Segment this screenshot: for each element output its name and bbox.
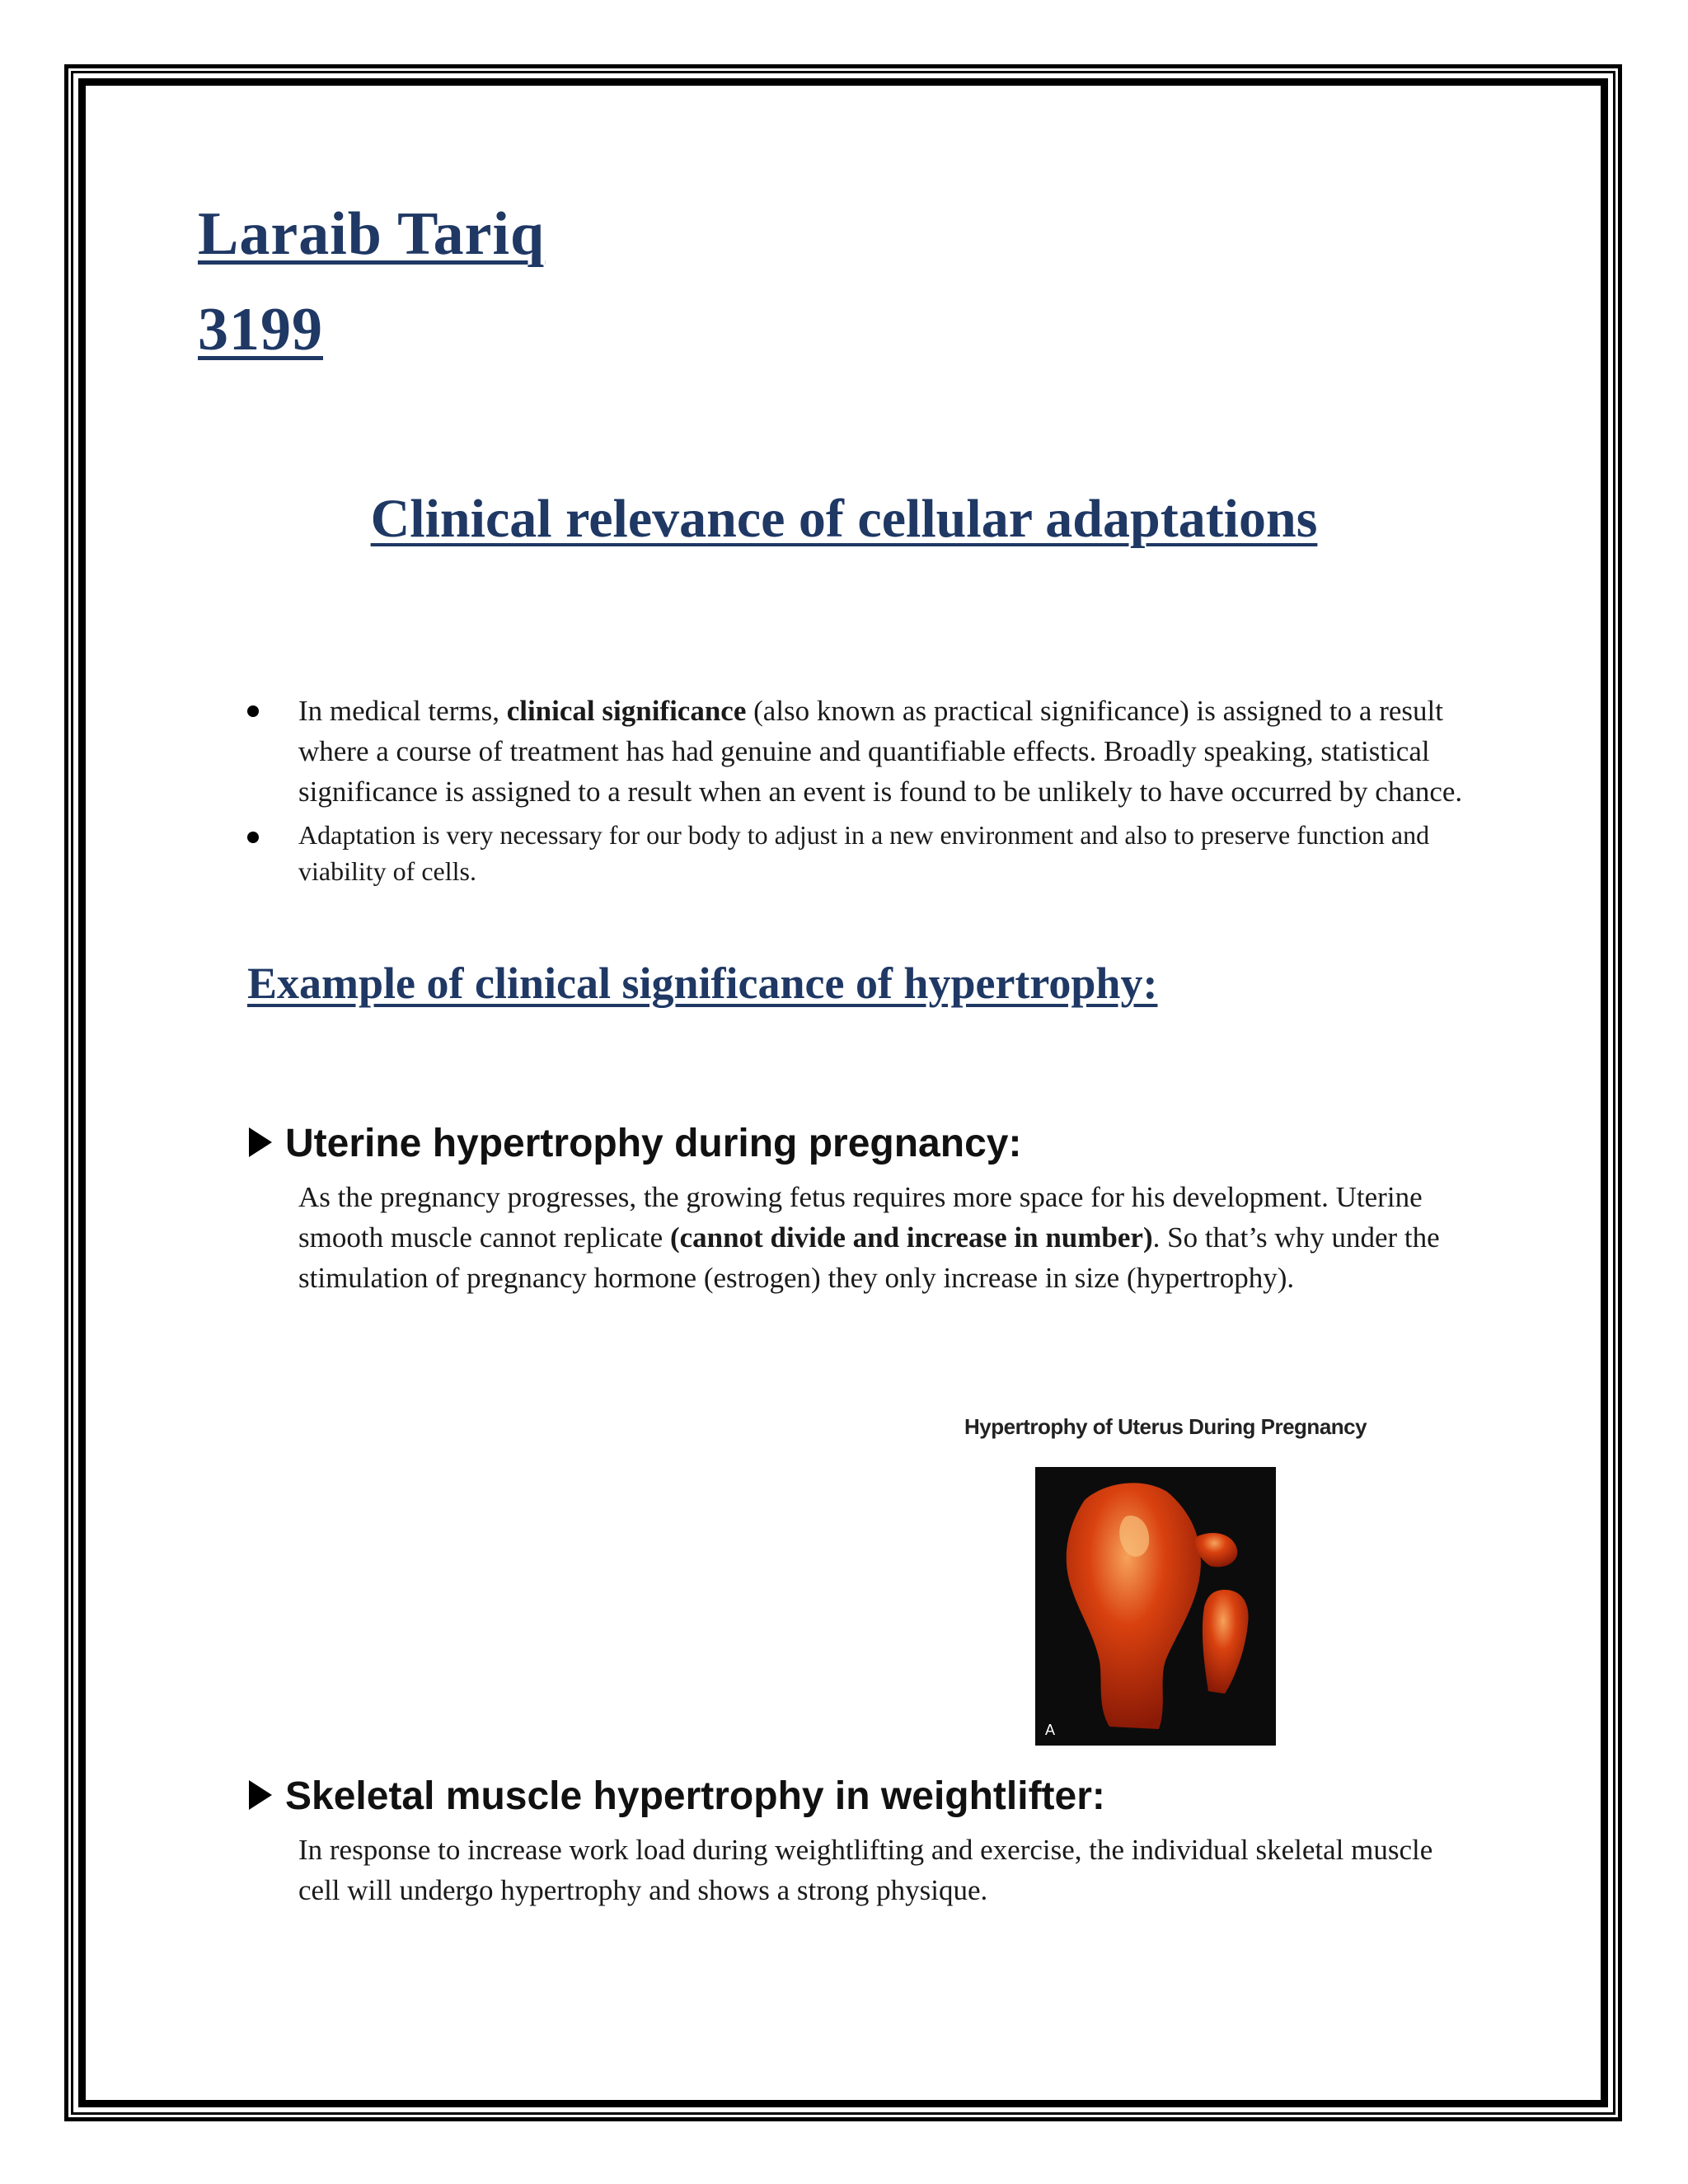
uterus-hypertrophy-image <box>1035 1467 1276 1746</box>
list-item <box>247 691 1492 812</box>
intro-bullet-list <box>247 691 1492 894</box>
bold-phrase: (cannot divide and increase in number) <box>669 1221 1153 1254</box>
section-title-skeletal <box>249 1774 1105 1819</box>
section-paragraph-skeletal: In response to increase work load during weightlifting and exercise, the individual skeletal muscle cell will undergo hypertrophy and shows a strong physique. <box>298 1834 1433 1906</box>
section-title-uterine <box>249 1121 1021 1166</box>
list-item <box>247 817 1492 889</box>
bullet-bold-term: clinical significance <box>506 695 747 727</box>
bullet-text: (also known as practical significance) is assigned to a result where a course of treatment has had genuine and quantifiable effects. Broadly speaking, statistical significance is assigned to a result when an event is found to be unlikely to have occurred by chance. <box>298 695 1463 808</box>
bullet-icon <box>247 705 259 717</box>
bullet-icon <box>247 832 259 843</box>
bullet-text: In medical terms, <box>298 695 507 727</box>
author-id: 3199 <box>198 296 323 363</box>
section-title-text: Uterine hypertrophy during pregnancy: <box>285 1122 1022 1165</box>
section-paragraph-uterine: As the pregnancy progresses, the growing fetus requires more space for his development. Uterine smooth muscle cannot replicate (cannot divide and increase in number). So that’s why under the stimulation of pregnancy hormone (estrogen) they only increase in size (hypertrophy). <box>298 1181 1440 1294</box>
arrow-bullet-icon <box>249 1780 272 1810</box>
bullet-text: Adaptation is very necessary for our body to adjust in a new environment and also to preserve function and viability of cells. <box>298 820 1430 886</box>
section-title-text: Skeletal muscle hypertrophy in weightlifter: <box>285 1774 1105 1818</box>
figure-caption: Hypertrophy of Uterus During Pregnancy <box>964 1414 1367 1439</box>
page-title: Clinical relevance of cellular adaptations <box>370 489 1318 549</box>
arrow-bullet-icon <box>249 1127 272 1157</box>
section-subheading: Example of clinical significance of hypertrophy: <box>247 958 1158 1008</box>
figure-panel-label: A <box>1045 1722 1056 1738</box>
uterus-specimen-illustration <box>1035 1467 1276 1746</box>
author-name: Laraib Tariq <box>198 200 546 268</box>
